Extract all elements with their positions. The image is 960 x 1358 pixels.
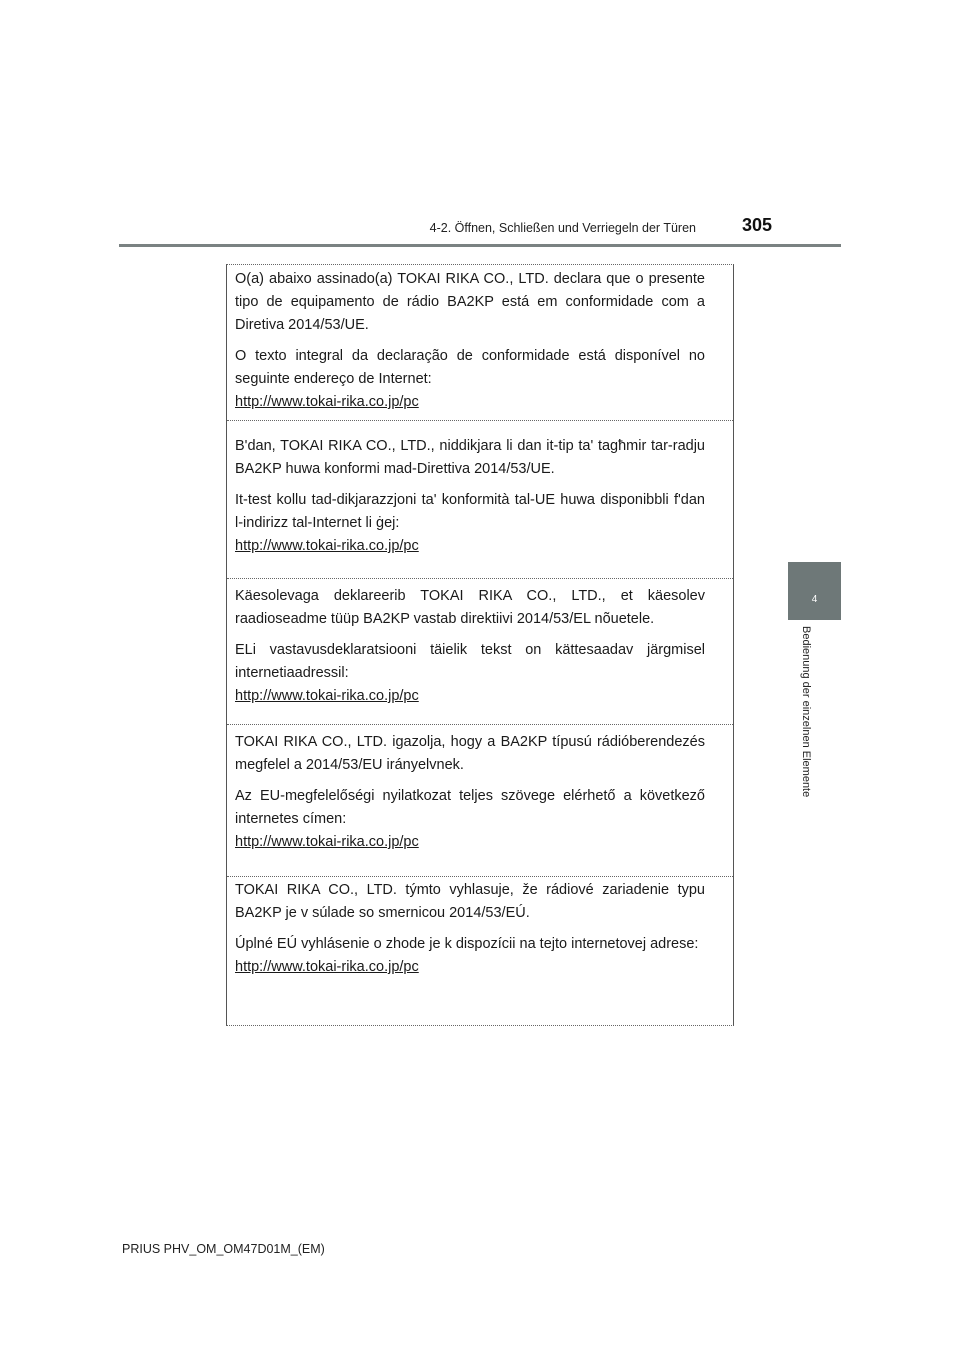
chapter-tab-number: 4 xyxy=(811,594,818,605)
chapter-side-label: Bedienung der einzelnen Elemente xyxy=(800,626,812,798)
declaration-section-mt xyxy=(227,421,733,579)
declaration-link[interactable]: http://www.tokai-rika.co.jp/pc xyxy=(235,688,419,704)
availability-text: O texto integral da declaração de conformidade está disponível no seguinte endereço de Internet: xyxy=(235,348,705,387)
declaration-section-et xyxy=(227,579,733,725)
declaration-section-hu xyxy=(227,725,733,877)
declaration-link[interactable]: http://www.tokai-rika.co.jp/pc xyxy=(235,959,419,975)
declaration-text: TOKAI RIKA CO., LTD. igazolja, hogy a BA2KP típusú rádióberendezés megfelel a 2014/53/EU irányelvnek. xyxy=(235,734,705,773)
declaration-section-sk xyxy=(227,877,733,1025)
declaration-text: TOKAI RIKA CO., LTD. týmto vyhlasuje, že rádiové zariadenie typu BA2KP je v súlade so smernicou 2014/53/EÚ. xyxy=(235,882,705,921)
document-code: PRIUS PHV_OM_OM47D01M_(EM) xyxy=(122,1242,325,1256)
availability-text: It-test kollu tad-dikjarazzjoni ta' konformità tal-UE huwa disponibbli f'dan l-indirizz tal-Internet li ġej: xyxy=(235,492,705,531)
declaration-box xyxy=(226,264,734,1026)
declaration-section-pt xyxy=(227,265,733,421)
declaration-link[interactable]: http://www.tokai-rika.co.jp/pc xyxy=(235,834,419,850)
page-number: 305 xyxy=(742,215,773,235)
declaration-text: B'dan, TOKAI RIKA CO., LTD., niddikjara li dan it-tip ta' tagħmir tar-radju BA2KP huwa konformi mad-Direttiva 2014/53/UE. xyxy=(235,438,705,477)
declaration-text: Käesolevaga deklareerib TOKAI RIKA CO., LTD., et käesolev raadioseadme tüüp BA2KP vastab direktiivi 2014/53/EL nõuetele. xyxy=(235,588,705,627)
availability-text: Az EU-megfelelőségi nyilatkozat teljes szövege elérhető a következő internetes címen: xyxy=(235,788,705,827)
availability-text: Úplné EÚ vyhlásenie o zhode je k dispozícii na tejto internetovej adrese: xyxy=(235,936,699,952)
declaration-link[interactable]: http://www.tokai-rika.co.jp/pc xyxy=(235,394,419,410)
header-divider xyxy=(119,244,841,247)
availability-text: ELi vastavusdeklaratsiooni täielik tekst on kättesaadav järgmisel internetiaadressil: xyxy=(235,642,705,681)
chapter-tab xyxy=(788,562,841,620)
declaration-link[interactable]: http://www.tokai-rika.co.jp/pc xyxy=(235,538,419,554)
running-header-section-title: 4-2. Öffnen, Schließen und Verriegeln der Türen xyxy=(429,221,696,235)
declaration-text: O(a) abaixo assinado(a) TOKAI RIKA CO., LTD. declara que o presente tipo de equipamento de rádio BA2KP está em conformidade com a Diretiva 2014/53/UE. xyxy=(235,271,705,333)
